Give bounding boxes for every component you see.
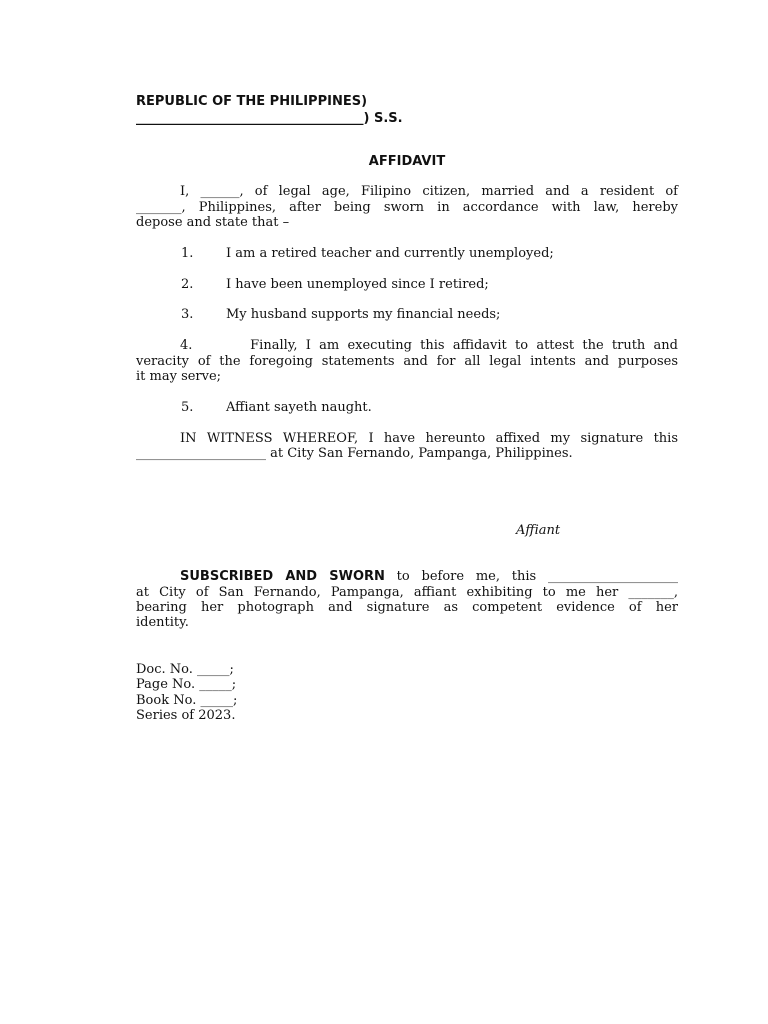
jurat-line-1-rest: to before me, this ____________________ <box>384 569 678 584</box>
affidavit-document <box>136 0 678 1024</box>
notary-book-no: Book No. _____; <box>136 693 238 708</box>
jurat-line-2: at City of San Fernando, Pampanga, affiant exhibiting to me her _______, <box>136 585 678 600</box>
jurat-line-4: identity. <box>136 615 189 630</box>
item4-line-3: it may serve; <box>136 369 222 384</box>
item-number: 1. <box>181 246 194 261</box>
witness-line-1: IN WITNESS WHEREOF, I have hereunto affixed my signature this <box>180 431 678 446</box>
notary-series: Series of 2023. <box>136 708 236 723</box>
header-ss-line: ___________________________________) S.S. <box>136 111 403 126</box>
document-title: AFFIDAVIT <box>368 154 446 169</box>
item-number: 2. <box>181 277 194 292</box>
jurat-line-3: bearing her photograph and signature as competent evidence of her <box>136 600 678 615</box>
item-text: I am a retired teacher and currently unemployed; <box>226 246 554 261</box>
notary-page-no: Page No. _____; <box>136 677 237 692</box>
jurat-line-1 <box>136 569 678 585</box>
affiant-label: Affiant <box>516 523 561 538</box>
intro-line-3: depose and state that – <box>136 215 290 230</box>
item-number: 3. <box>181 307 194 322</box>
item-text: My husband supports my financial needs; <box>226 307 501 322</box>
header-republic: REPUBLIC OF THE PHILIPPINES) <box>136 94 368 109</box>
item-text: Affiant sayeth naught. <box>226 400 372 415</box>
notary-doc-no: Doc. No. _____; <box>136 662 234 677</box>
jurat-bold-lead: SUBSCRIBED AND SWORN <box>180 569 385 584</box>
item4-line-2: veracity of the foregoing statements and for all legal intents and purposes <box>136 354 678 369</box>
intro-line-1: I, ______, of legal age, Filipino citizen, married and a resident of <box>180 184 678 199</box>
item4-line-1: 4. Finally, I am executing this affidavit to attest the truth and <box>180 338 678 353</box>
item-text: I have been unemployed since I retired; <box>226 277 489 292</box>
intro-line-2: _______, Philippines, after being sworn in accordance with law, hereby <box>136 200 678 215</box>
item-number: 5. <box>181 400 194 415</box>
witness-line-2: ____________________ at City San Fernando, Pampanga, Philippines. <box>136 446 573 461</box>
